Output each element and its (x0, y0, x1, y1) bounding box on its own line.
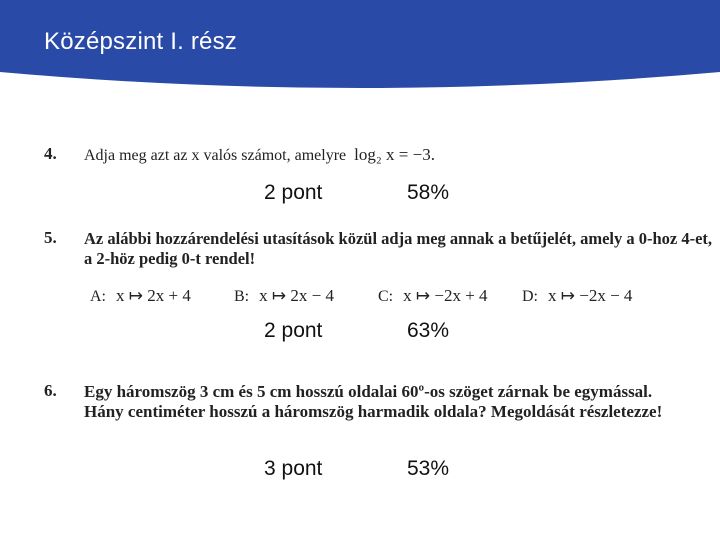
option-d-label: D: (522, 288, 538, 305)
percent-label: 63% (407, 319, 450, 342)
question-number: 6. (44, 381, 57, 400)
slide-header (0, 0, 720, 96)
question-6-line-1: Egy háromszög 3 cm és 5 cm hosszú oldalai 60º-os szöget zárnak be egymással. (84, 382, 653, 401)
option-d (522, 286, 632, 306)
question-number: 4. (44, 144, 57, 163)
points-label: 3 pont (264, 457, 323, 480)
slide-title: Középszint I. rész (44, 28, 238, 55)
option-b-label: B: (234, 288, 250, 305)
question-4-text: Adja meg azt az x valós számot, amelyre (84, 147, 347, 164)
question-text (84, 229, 712, 269)
question-number: 5. (44, 228, 57, 247)
percent-label: 58% (407, 181, 450, 204)
question-6-line-2: Hány centiméter hosszú a háromszög harmadik oldala? Megoldását részletezze! (84, 402, 663, 421)
option-d-formula: x ↦ −2x − 4 (548, 286, 633, 305)
option-c-formula: x ↦ −2x + 4 (403, 286, 488, 305)
option-a (90, 286, 191, 306)
option-a-formula: x ↦ 2x + 4 (116, 286, 191, 305)
option-b (234, 286, 334, 306)
option-b-formula: x ↦ 2x − 4 (259, 286, 334, 305)
points-label: 2 pont (264, 319, 323, 342)
question-5-line-2: a 2-höz pedig 0-t rendel! (84, 249, 256, 268)
option-a-label: A: (90, 288, 106, 305)
option-c-label: C: (378, 288, 394, 305)
percent-label: 53% (407, 457, 450, 480)
question-text (84, 382, 662, 422)
points-label: 2 pont (264, 181, 323, 204)
question-text (84, 145, 435, 165)
question-5-line-1: Az alábbi hozzárendelési utasítások közül adja meg annak a betűjelét, amely a 0-hoz 4-et, (84, 229, 713, 248)
question-4-formula: log₂ x = −3. (354, 145, 435, 164)
option-c (378, 286, 488, 306)
